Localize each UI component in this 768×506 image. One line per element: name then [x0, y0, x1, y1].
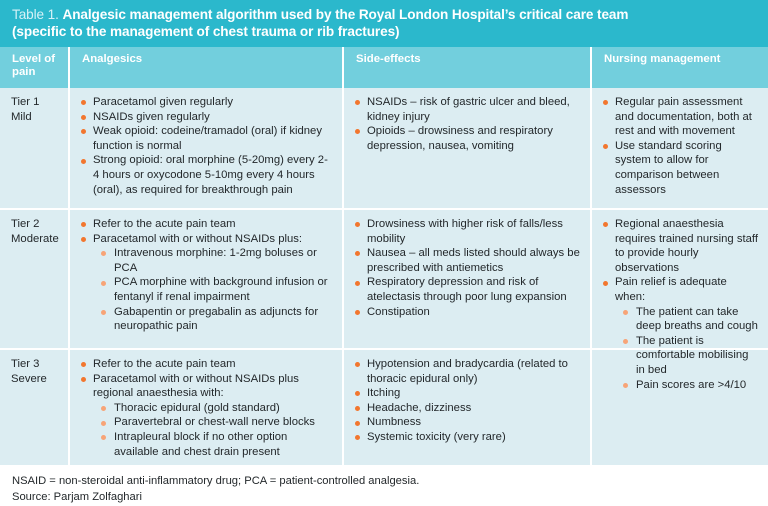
list-item	[355, 415, 582, 430]
nursing-list	[603, 217, 760, 392]
sub-list-item-text: Paravertebral or chest-wall nerve blocks	[114, 416, 315, 429]
cell-analgesics	[68, 210, 342, 348]
list-item	[355, 430, 582, 445]
tier-name: Tier 1	[11, 96, 40, 108]
analgesics-list	[81, 217, 334, 334]
sub-list-item	[101, 275, 334, 304]
tier-severity: Moderate	[11, 232, 59, 245]
sub-list-item	[101, 401, 334, 416]
analgesics-sublist	[93, 246, 334, 334]
sub-list-item	[101, 246, 334, 275]
list-item-text: Strong opioid: oral morphine (5-20mg) every 2-4 hours or oxycodone 5-10mg every 4 hours (oral), as required for breakthrough pain	[93, 154, 328, 196]
sub-list-item-text: The patient can take deep breaths and cough	[636, 305, 758, 333]
sub-list-item-text: Intrapleural block if no other option available and chest drain present	[114, 430, 288, 458]
list-item-text: Systemic toxicity (very rare)	[367, 430, 506, 443]
list-item	[81, 95, 334, 110]
table-number-label: Table 1.	[12, 7, 59, 22]
side-effects-list	[355, 217, 582, 319]
table-footnotes	[0, 465, 768, 505]
list-item	[603, 275, 760, 392]
list-item-text: Pain relief is adequate when:	[615, 276, 727, 303]
analgesics-list	[81, 357, 334, 459]
tier-name: Tier 3	[11, 358, 40, 370]
list-item	[81, 217, 334, 232]
column-header-analgesics: Analgesics	[68, 47, 342, 88]
list-item-text: NSAIDs – risk of gastric ulcer and bleed, kidney injury	[367, 96, 570, 123]
list-item	[81, 124, 334, 153]
sub-list-item	[101, 415, 334, 430]
cell-analgesics	[68, 88, 342, 208]
column-header-nursing-management: Nursing management	[590, 47, 768, 88]
sub-list-item	[101, 430, 334, 459]
list-item	[603, 217, 760, 275]
cell-nursing-management	[590, 210, 768, 391]
nursing-sublist	[615, 305, 760, 393]
list-item	[355, 246, 582, 275]
cell-side-effects	[342, 350, 590, 465]
abbreviations-note: NSAID = non-steroidal anti-inflammatory drug; PCA = patient-controlled analgesia.	[12, 475, 420, 487]
cell-side-effects	[342, 88, 590, 208]
sub-list-item	[623, 334, 760, 378]
list-item	[81, 357, 334, 372]
column-header-level-of-pain: Level of pain	[12, 53, 56, 79]
analgesics-sublist	[93, 401, 334, 459]
side-effects-list	[355, 357, 582, 445]
list-item	[355, 217, 582, 246]
cell-level-of-pain	[0, 88, 68, 208]
list-item-text: Hypotension and bradycardia (related to thoracic epidural only)	[367, 358, 568, 385]
table-body	[0, 88, 768, 465]
table-title-subtitle: (specific to the management of chest trauma or rib fractures)	[12, 23, 400, 39]
list-item-text: Numbness	[367, 416, 421, 429]
table-title-line-2	[12, 24, 756, 41]
sub-list-item-text: Gabapentin or pregabalin as adjuncts for neuropathic pain	[114, 305, 319, 333]
tier-name: Tier 2	[11, 218, 40, 230]
list-item-text: Refer to the acute pain team	[93, 358, 236, 370]
list-item-text: Paracetamol given regularly	[93, 96, 234, 108]
list-item-text: Regional anaesthesia requires trained nursing staff to provide hourly observations	[615, 218, 758, 274]
sub-list-item-text: Pain scores are >4/10	[636, 378, 747, 391]
list-item	[355, 357, 582, 386]
cell-level-of-pain	[0, 350, 68, 465]
list-item-text: Itching	[367, 387, 401, 400]
side-effects-list	[355, 95, 582, 153]
list-item-text: Respiratory depression and risk of atelectasis through poor lung expansion	[367, 276, 567, 303]
sub-list-item-text: PCA morphine with background infusion or fentanyl if renal impairment	[114, 276, 328, 303]
list-item-text: Paracetamol with or without NSAIDs plus:	[93, 232, 303, 245]
list-item	[603, 95, 760, 139]
list-item	[355, 95, 582, 124]
cell-level-of-pain	[0, 210, 68, 348]
cell-side-effects	[342, 210, 590, 348]
table-header-row	[0, 47, 768, 88]
sub-list-item	[623, 305, 760, 334]
source-note: Source: Parjam Zolfaghari	[12, 490, 142, 503]
list-item-text: Drowsiness with higher risk of falls/less mobility	[367, 218, 563, 245]
list-item-text: Weak opioid: codeine/tramadol (oral) if kidney function is normal	[93, 125, 322, 152]
list-item	[81, 232, 334, 334]
list-item-text: Constipation	[367, 305, 430, 318]
list-item	[81, 153, 334, 197]
sub-list-item-text: Intravenous morphine: 1-2mg boluses or PCA	[114, 247, 317, 274]
list-item-text: Refer to the acute pain team	[93, 218, 236, 230]
table-title-bar	[0, 0, 768, 47]
nursing-list	[603, 95, 760, 197]
list-item	[603, 139, 760, 197]
cell-nursing-management	[590, 88, 768, 208]
list-item	[355, 275, 582, 304]
table-title-main: Analgesic management algorithm used by the Royal London Hospital’s critical care team	[62, 7, 629, 22]
list-item	[81, 372, 334, 460]
list-item	[355, 124, 582, 153]
column-header-side-effects: Side-effects	[342, 47, 590, 88]
list-item	[355, 305, 582, 320]
list-item	[81, 110, 334, 125]
cell-analgesics	[68, 350, 342, 465]
sub-list-item-text: The patient is comfortable mobilising in bed	[636, 334, 749, 376]
sub-list-item	[623, 378, 760, 393]
sub-list-item	[101, 305, 334, 334]
tier-severity: Mild	[11, 110, 32, 123]
list-item	[355, 386, 582, 401]
list-item	[355, 401, 582, 416]
list-item-text: Use standard scoring system to allow for comparison between assessors	[615, 139, 722, 196]
table-title-line-1	[12, 7, 756, 24]
list-item-text: Regular pain assessment and documentation, both at rest and with movement	[615, 96, 752, 138]
list-item-text: Nausea – all meds listed should always be prescribed with antiemetics	[367, 247, 580, 274]
list-item-text: Opioids – drowsiness and respiratory depression, nausea, vomiting	[367, 125, 553, 152]
list-item-text: NSAIDs given regularly	[93, 110, 210, 123]
tier-severity: Severe	[11, 372, 47, 385]
list-item-text: Paracetamol with or without NSAIDs plus regional anaesthesia with:	[93, 372, 299, 400]
analgesics-list	[81, 95, 334, 197]
sub-list-item-text: Thoracic epidural (gold standard)	[114, 401, 280, 414]
list-item-text: Headache, dizziness	[367, 401, 472, 414]
table-row	[0, 88, 768, 208]
